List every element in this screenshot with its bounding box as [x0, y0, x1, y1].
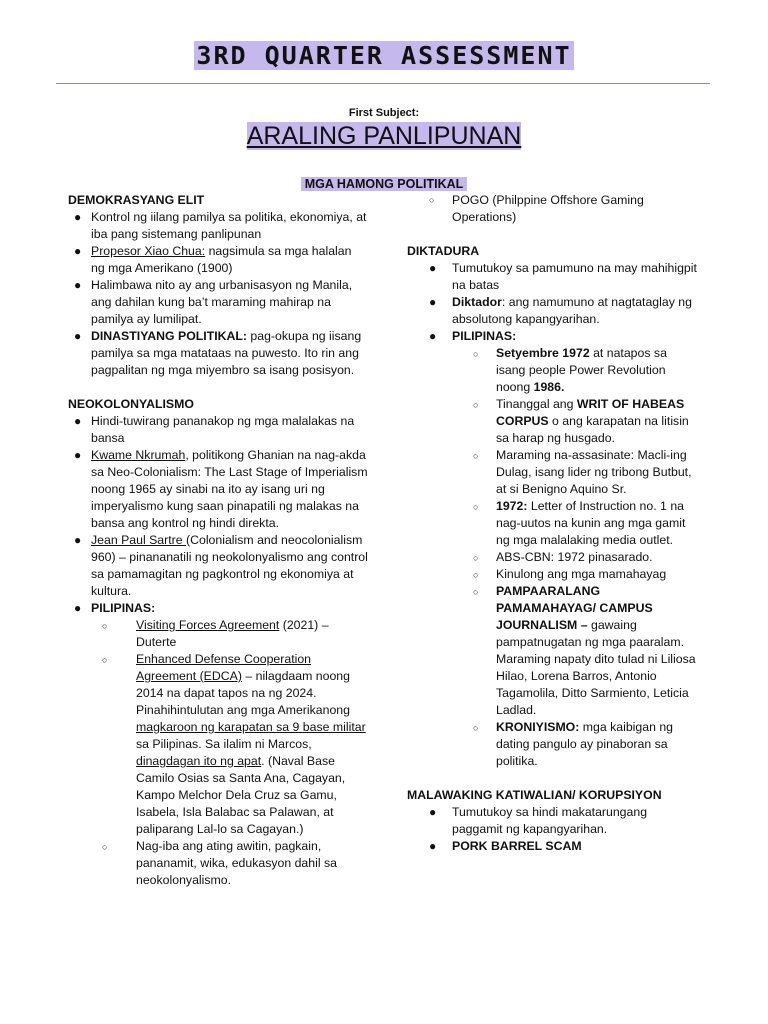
- list-item-text: at natapos sa isang people Power Revolution noong: [496, 346, 667, 394]
- bullet-icon: ●: [74, 329, 82, 343]
- subject-name: [0, 122, 768, 151]
- list-item-text: Maraming na-assasinate: Macli-ing Dulag, isang lider ng tribong Butbut, at si Benigno Aquino Sr.: [496, 448, 692, 496]
- sub-list-item: [407, 566, 697, 583]
- bullet-icon: ●: [74, 278, 82, 292]
- list-item: [407, 260, 697, 294]
- list-item: [68, 532, 368, 600]
- list-item-text: pag-okupa ng iisang pamilya sa mga matataas na puwesto. Ito rin ang pagpalitan ng mga miyembro sa isang posisyon.: [91, 329, 362, 377]
- bullet-icon: ●: [429, 839, 437, 853]
- list-item-bold: PAMPAARALANG PAMAMAHAYAG/ CAMPUS JOURNALISM –: [496, 584, 653, 632]
- list-item-bold: Setyembre 1972: [496, 346, 590, 360]
- list-item-bold: PILIPINAS:: [91, 601, 156, 615]
- list-item: [68, 328, 368, 379]
- list-item-text: Tumutukoy sa pamumuno na may mahihigpit na batas: [452, 261, 697, 292]
- list-item-link: Jean Paul Sartre: [91, 533, 187, 547]
- list-item: [407, 838, 697, 855]
- list-item-text: Kontrol ng iilang pamilya sa politika, ekonomiya, at iba pang sistemang panlipunan: [91, 210, 367, 241]
- list-item-text: POGO (Philppine Offshore Gaming Operations): [452, 193, 644, 224]
- sub-list-item: [407, 583, 697, 719]
- circle-bullet-icon: ○: [473, 570, 479, 580]
- list-item-bold: PORK BARREL SCAM: [452, 839, 582, 853]
- sub-list-item: [407, 447, 697, 498]
- sub-list-item: [407, 498, 697, 549]
- list-item-text: sa Pilipinas. Sa ilalim ni Marcos,: [136, 737, 312, 751]
- bullet-icon: ●: [74, 244, 82, 258]
- list-item-link: Enhanced Defense Cooperation Agreement (EDCA): [136, 652, 312, 683]
- list-item-text: – nilagdaam noong 2014 na dapat tapos na ng 2024. Pinahihintulutan ang mga Amerikanong: [136, 669, 350, 717]
- list-item-bold: PILIPINAS:: [452, 329, 517, 343]
- bullet-icon: ●: [74, 533, 82, 547]
- list-item-text: Letter of Instruction no. 1 na nag-uutos na kunin ang mga gamit ng mga malalaking media outlet.: [496, 499, 686, 547]
- list-item-text: Tumutukoy sa hindi makatarungang paggamit ng kapangyarihan.: [452, 805, 648, 836]
- list-item-link: Kwame Nkrumah: [91, 448, 186, 462]
- bullet-icon: ●: [429, 805, 437, 819]
- list-item-text: Nag-iba ang ating awitin, pagkain, pananamit, wika, edukasyon dahil sa neokolonyalismo.: [136, 839, 337, 887]
- list-item-bold: DINASTIYANG POLITIKAL:: [91, 329, 247, 343]
- list-item: [68, 277, 368, 328]
- list-item: [68, 413, 368, 447]
- list-item-text: : ang namumuno at nagtataglay ng absolutong kapangyarihan.: [452, 295, 692, 326]
- bullet-icon: ●: [429, 295, 437, 309]
- list-item-bold: Diktador: [452, 295, 502, 309]
- list-item-bold: KRONIYISMO:: [496, 720, 580, 734]
- sub-list-item: [407, 396, 697, 447]
- list-item-text: (Colonialism and neocolonialism 960) – pinananatili ng neokolonyalismo ang control sa pamamagitan ng pagkontrol ng ekonomiya at kultura.: [91, 533, 368, 598]
- circle-bullet-icon: ○: [473, 451, 479, 461]
- title-divider: [56, 83, 710, 84]
- bullet-icon: ●: [74, 414, 82, 428]
- bullet-icon: ●: [74, 448, 82, 462]
- circle-bullet-icon: ○: [102, 842, 108, 852]
- sub-list-item: [407, 345, 697, 396]
- list-item-text: Halimbawa nito ay ang urbanisasyon ng Manila, ang dahilan kung ba’t maraming mahirap na pamilya ay lumilipat.: [91, 278, 353, 326]
- bullet-icon: ●: [74, 210, 82, 224]
- list-item-bold: 1986.: [533, 380, 565, 394]
- list-item-link: magkaroon ng karapatan sa 9 base militar: [136, 720, 366, 734]
- bullet-icon: ●: [74, 601, 82, 615]
- sub-list-item: [68, 651, 368, 838]
- list-item-link: Visiting Forces Agreement: [136, 618, 280, 632]
- left-column: [68, 192, 368, 889]
- list-item-link: dinagdagan ito ng apat: [136, 754, 262, 768]
- demokrasya-heading: DEMOKRASYANG ELIT: [68, 193, 205, 207]
- list-item-bold: 1972:: [496, 499, 528, 513]
- list-item-text: Hindi-tuwirang pananakop ng mga malalakas na bansa: [91, 414, 355, 445]
- list-item-text: . (Naval Base Camilo Osias sa Santa Ana, Cagayan, Kampo Melchor Dela Cruz sa Gamu, Isabela, Isla Balabac sa Palawan, at paliparang Lal-lo sa Cagayan.): [136, 754, 346, 836]
- list-item-text: Tinanggal ang: [496, 397, 577, 411]
- list-item-text: (2021) – Duterte: [136, 618, 329, 649]
- sub-list-item: [407, 192, 697, 226]
- list-item: [407, 294, 697, 328]
- circle-bullet-icon: ○: [102, 655, 108, 665]
- circle-bullet-icon: ○: [473, 723, 479, 733]
- bullet-icon: ●: [429, 261, 437, 275]
- list-item-text: mga kaibigan ng dating pangulo ay pinaboran sa politika.: [496, 720, 674, 768]
- circle-bullet-icon: ○: [473, 400, 479, 410]
- list-item: [68, 447, 368, 532]
- right-column: [407, 192, 697, 855]
- list-item: [407, 328, 697, 345]
- list-item: [68, 600, 368, 617]
- list-item-text: o ang karapatan na litisin sa harap ng husgado.: [496, 414, 689, 445]
- section-title: [0, 175, 768, 193]
- list-item: [68, 243, 368, 277]
- circle-bullet-icon: ○: [429, 195, 435, 205]
- sub-list-item: [407, 719, 697, 770]
- list-item-text: ABS-CBN: 1972 pinasarado.: [496, 550, 653, 564]
- katiwalian-heading: MALAWAKING KATIWALIAN/ KORUPSIYON: [407, 788, 662, 802]
- list-item: [407, 804, 697, 838]
- page-title-text: 3RD QUARTER ASSESSMENT: [196, 41, 572, 70]
- circle-bullet-icon: ○: [473, 587, 479, 597]
- subject-name-text: ARALING PANLIPUNAN: [246, 122, 522, 150]
- neokolonyalismo-heading: NEOKOLONYALISMO: [68, 397, 194, 411]
- list-item-bold: WRIT OF HABEAS CORPUS: [496, 397, 685, 428]
- sub-list-item: [68, 617, 368, 651]
- subject-label: First Subject:: [348, 107, 420, 119]
- page-title: [0, 41, 768, 70]
- bullet-icon: ●: [429, 329, 437, 343]
- list-item-text: nagsimula sa mga halalan ng mga Amerikano (1900): [91, 244, 352, 275]
- list-item: [68, 209, 368, 243]
- diktadura-heading: DIKTADURA: [407, 244, 480, 258]
- circle-bullet-icon: ○: [473, 349, 479, 359]
- list-item-text: , politikong Ghanian na nag-akda sa Neo-Colonialism: The Last Stage of Imperialism noong 1965 ay sinabi na ito ay isang uri ng imperyalismo kung saan pinapatili ng malakas na bansa ang kontrol ng hindi direkta.: [91, 448, 368, 530]
- circle-bullet-icon: ○: [473, 553, 479, 563]
- list-item-text: gawaing pampatnugatan ng mga paaralam. Maraming napaty dito tulad ni Liliosa Hilao, Lorena Barros, Antonio Tagamolila, Ditto Sarmiento, Leticia Ladlad.: [496, 618, 696, 717]
- circle-bullet-icon: ○: [102, 621, 108, 631]
- sub-list-item: [68, 838, 368, 889]
- section-title-text: MGA HAMONG POLITIKAL: [301, 177, 468, 191]
- list-item-link: Propesor Xiao Chua:: [91, 244, 206, 258]
- sub-list-item: [407, 549, 697, 566]
- list-item-text: Kinulong ang mga mamahayag: [496, 567, 667, 581]
- circle-bullet-icon: ○: [473, 502, 479, 512]
